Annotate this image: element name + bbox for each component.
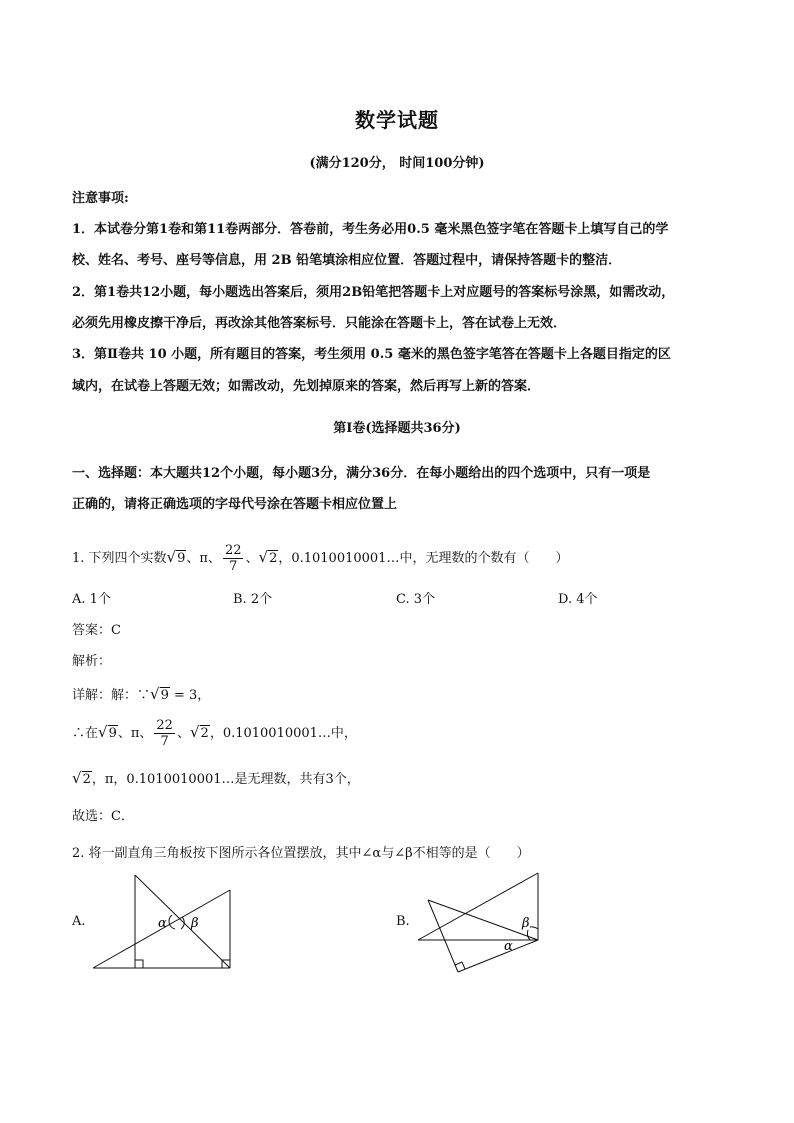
fig-b-hypotenuse-1 bbox=[418, 873, 538, 940]
fig-b-beta-arc bbox=[530, 927, 538, 929]
question-2-stem: 2. 将一副直角三角板按下图所示各位置摆放，其中∠α与∠β不相等的是（ ） bbox=[72, 846, 530, 861]
section-intro-line-2: 正确的，请将正确选项的字母代号涂在答题卡相应位置上 bbox=[72, 497, 398, 512]
note-line-4: 必须先用橡皮擦干净后，再改涂其他答案标号．只能涂在答题卡上，答在试卷上无效． bbox=[72, 316, 567, 331]
fraction-22-7: $\frac{22}{7}$ bbox=[224, 543, 242, 574]
fig-b-alpha-label: α bbox=[504, 939, 513, 954]
fig-b-alpha-arc bbox=[527, 930, 530, 940]
fraction-22-7: $\frac{22}{7}$ bbox=[156, 718, 173, 749]
notes-heading: 注意事项: bbox=[72, 191, 129, 206]
sqrt-2: √2 bbox=[72, 769, 91, 787]
sqrt-9: √9 bbox=[98, 723, 117, 741]
q1-detail: 详解：解：∵√9 = 3， bbox=[72, 685, 211, 703]
q1-prefix: 1. 下列四个实数 bbox=[72, 551, 167, 566]
q2-option-b-label: B. bbox=[396, 914, 410, 929]
fig-b-left-leg bbox=[428, 900, 458, 972]
note-line-2: 校、姓名、考号、座号等信息，用 2B 铅笔填涂相应位置．答题过程中，请保持答题卡的整洁． bbox=[72, 253, 622, 268]
q1-option-d: D. 4个 bbox=[558, 592, 598, 607]
question-1-stem bbox=[72, 543, 568, 574]
fig-b-bottom-leg bbox=[458, 940, 538, 972]
sqrt-2: √2 bbox=[189, 723, 209, 741]
fig-a-alpha-label: α bbox=[158, 916, 167, 931]
note-line-6: 域内，在试卷上答题无效；如需改动，先划掉原来的答案，然后再写上新的答案． bbox=[72, 379, 541, 394]
sqrt-2: √2 bbox=[258, 548, 278, 566]
q2-option-a-label: A. bbox=[72, 914, 86, 929]
q1-sep2: 、 bbox=[245, 551, 259, 566]
q1-choose: 故选：C． bbox=[72, 809, 134, 824]
q1-option-b: B. 2个 bbox=[233, 592, 273, 607]
q1-suffix: ，0.1010010001…中，无理数的个数有（ ） bbox=[278, 551, 569, 566]
sqrt-9: √9 bbox=[150, 685, 169, 703]
q1-irrational: √2，π，0.1010010001…是无理数，共有3个， bbox=[72, 769, 360, 787]
fig-a-beta-arc bbox=[181, 917, 184, 929]
fig-a-right-angle-mark-1 bbox=[135, 960, 143, 968]
sqrt-9: √9 bbox=[166, 548, 186, 566]
q1-therefore: ∴在√9、π、 $\frac{22}{7}$ 、√2，0.1010010001…中， bbox=[72, 718, 357, 749]
section-title: 第Ⅰ卷(选择题共36分) bbox=[333, 421, 461, 436]
section-intro-line-1: 一、选择题：本大题共12个小题，每小题3分，满分36分．在每小题给出的四个选项中，只有一项是 bbox=[72, 466, 651, 481]
fig-a-beta-label: β bbox=[191, 916, 199, 931]
page-title: 数学试题 bbox=[355, 108, 439, 132]
fig-a-hypotenuse-1 bbox=[135, 875, 230, 968]
exam-info: (满分120分， 时间100分钟) bbox=[309, 156, 485, 171]
figure-b bbox=[414, 870, 544, 975]
q1-option-a: A. 1个 bbox=[72, 592, 111, 607]
q1-analysis-label: 解析： bbox=[72, 654, 112, 669]
figure-a bbox=[90, 872, 240, 972]
note-line-5: 3．第Ⅱ卷共 10 小题，所有题目的答案，考生须用 0.5 毫米的黑色签字笔答在答题卡上各题目指定的区 bbox=[72, 347, 671, 362]
note-line-3: 2．第1卷共12小题，每小题选出答案后，须用2B铅笔把答题卡上对应题号的答案标号涂黑，如需改动， bbox=[72, 285, 675, 300]
note-line-1: 1．本试卷分第1卷和第11卷两部分．答卷前，考生务必用0.5 毫米黑色签字笔在答题卡上填写自己的学 bbox=[72, 222, 669, 237]
q1-answer: 答案：C bbox=[72, 623, 121, 638]
q1-option-c: C. 3个 bbox=[396, 592, 436, 607]
q1-sep1: 、π、 bbox=[186, 551, 221, 566]
fig-b-beta-label: β bbox=[522, 916, 530, 931]
